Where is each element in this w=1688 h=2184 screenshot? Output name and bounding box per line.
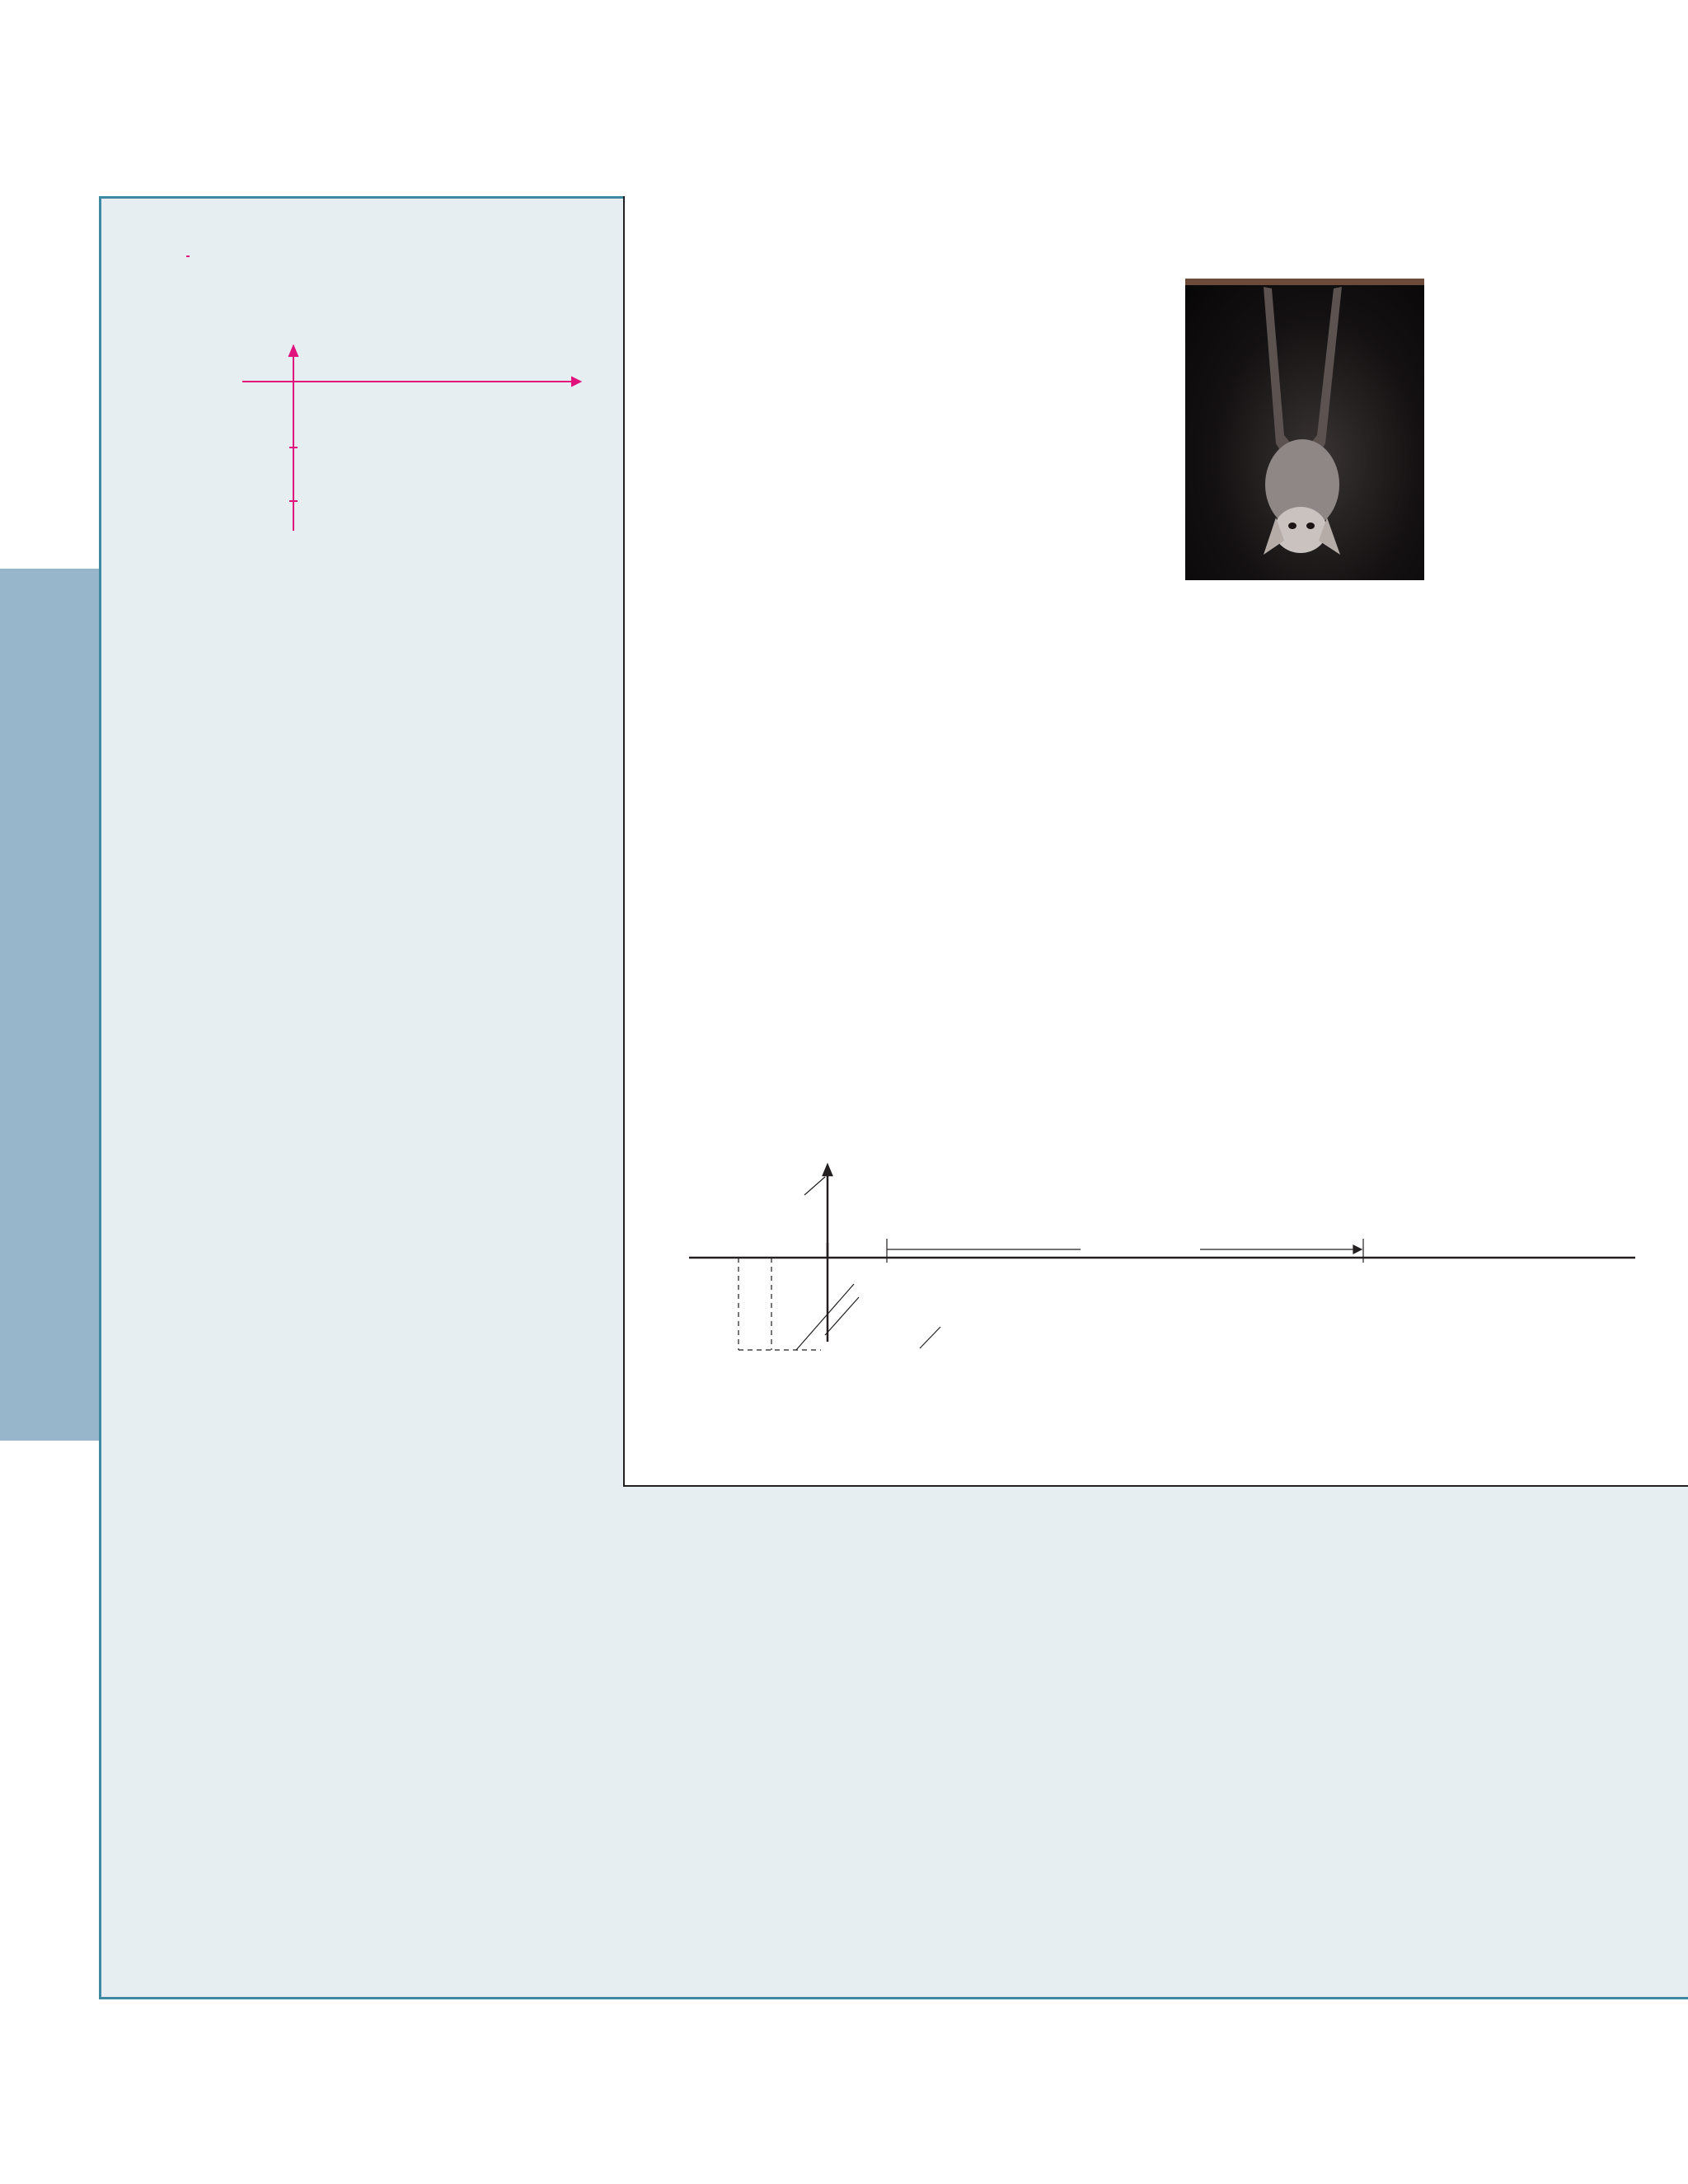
- problem-13: [1152, 262, 1581, 588]
- answer-12c: [186, 544, 607, 576]
- answer-12b: [186, 312, 607, 344]
- teachers-edition-tab: [0, 569, 99, 1441]
- answer-12a: [186, 270, 607, 302]
- student-page: [623, 196, 1688, 1487]
- problem-notes: [186, 255, 607, 828]
- bat-photo: [1185, 279, 1424, 580]
- answer-12e: [186, 628, 607, 660]
- answer-13a: [186, 670, 607, 734]
- answer-graph: [186, 344, 598, 534]
- answer-13c: [186, 786, 607, 818]
- sampler-footer: [99, 2062, 110, 2089]
- figure-6-7k: [689, 1152, 1645, 1424]
- sinusoid-graph: [186, 344, 598, 534]
- answer-13b: [186, 744, 607, 776]
- answer-12d: [186, 586, 607, 618]
